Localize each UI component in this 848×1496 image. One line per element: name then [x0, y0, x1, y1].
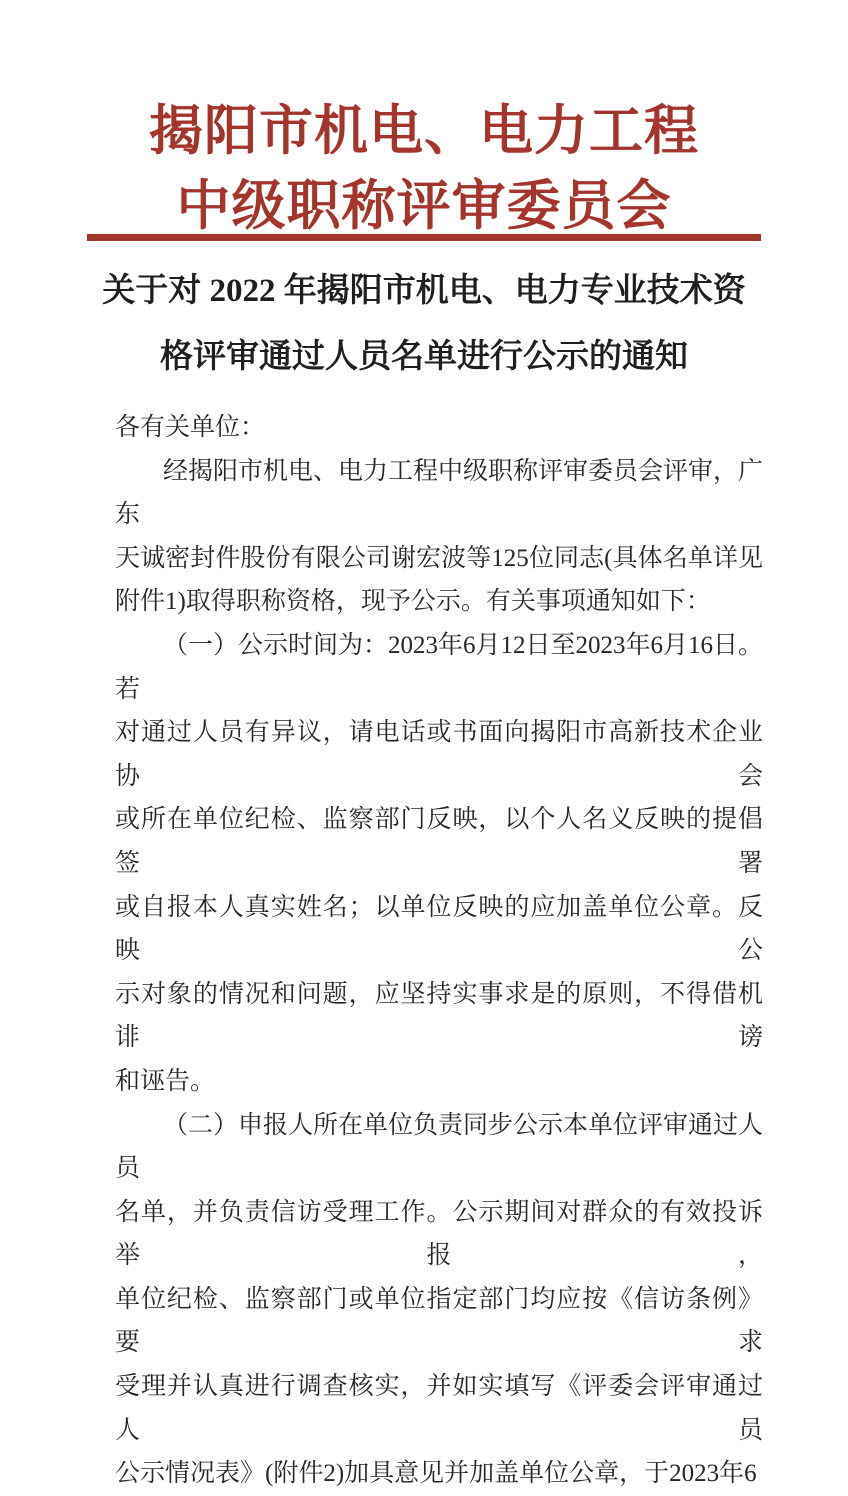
salutation: 各有关单位： [115, 414, 266, 441]
body-line: 或所在单位纪检、监察部门反映，以个人名义反映的提倡签署 [115, 806, 763, 877]
document-body [115, 406, 763, 1496]
body-line: 附件1)取得职称资格，现予公示。有关事项通知如下： [115, 588, 711, 616]
body-line: 经揭阳市机电、电力工程中级职称评审委员会评审，广东 [115, 457, 764, 529]
body-line: 示对象的情况和问题，应坚持实事求是的原则，不得借机诽谤 [115, 980, 763, 1052]
document-title [0, 258, 848, 390]
body-line: （二）申报人所在单位负责同步公示本单位评审通过人员 [115, 1111, 764, 1183]
body-line: 受理并认真进行调查核实，并如实填写《评委会评审通过人员 [115, 1373, 763, 1444]
body-line: 对通过人员有异议，请电话或书面向揭阳市高新技术企业协会 [115, 719, 763, 790]
body-line: 名单，并负责信访受理工作。公示期间对群众的有效投诉举报， [115, 1198, 763, 1270]
body-line: 或自报本人真实姓名；以单位反映的应加盖单位公章。反映公 [115, 893, 763, 965]
letterhead-divider-rule [87, 234, 761, 241]
body-line: 单位纪检、监察部门或单位指定部门均应按《信访条例》要求 [115, 1285, 763, 1357]
body-line: （一）公示时间为：2023年6月12日至2023年6月16日。若 [115, 631, 764, 703]
body-line: 天诚密封件股份有限公司谢宏波等125位同志(具体名单详见 [115, 544, 763, 572]
body-line: 公示情况表》(附件2)加具意见并加盖单位公章，于2023年6 [115, 1460, 757, 1488]
letterhead-line2: 中级职称评审委员会 [176, 176, 672, 236]
letterhead [0, 94, 848, 244]
document-title-line1: 关于对 2022 年揭阳市机电、电力专业技术资 [102, 273, 746, 309]
body-line: 和诬告。 [115, 1067, 216, 1095]
letterhead-line1: 揭阳市机电、电力工程 [149, 101, 699, 161]
document-title-line2: 格评审通过人员名单进行公示的通知 [160, 339, 688, 375]
